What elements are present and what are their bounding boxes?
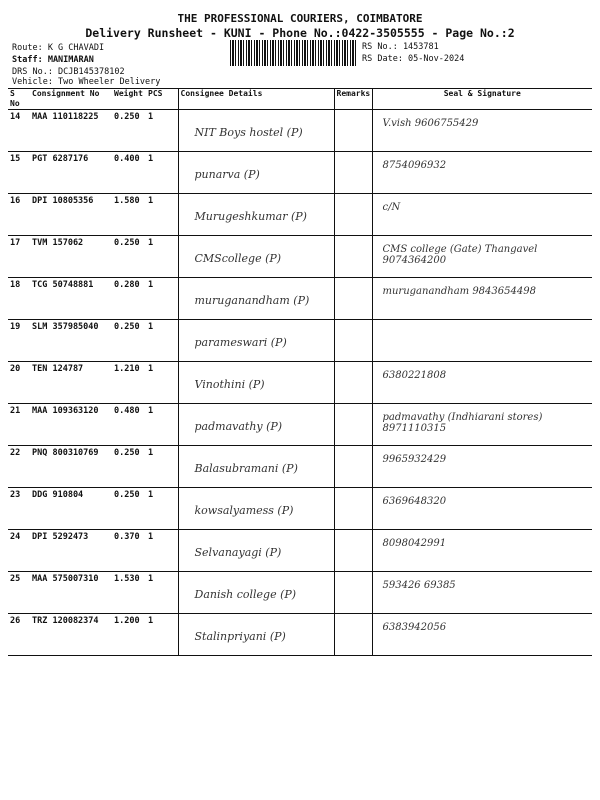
row-consignee-details xyxy=(178,614,334,656)
row-remarks xyxy=(334,488,372,530)
row-consignment-no: MAA 575007310 xyxy=(30,572,112,614)
rs-number: RS No.: 1453781 xyxy=(362,42,439,52)
row-consignment-no: MAA 110118225 xyxy=(30,110,112,152)
table-row xyxy=(8,236,592,278)
row-consignee-details xyxy=(178,572,334,614)
row-signature xyxy=(372,278,592,320)
row-remarks xyxy=(334,446,372,488)
table-row xyxy=(8,110,592,152)
row-consignment-no: TCG 50748881 xyxy=(30,278,112,320)
row-pcs: 1 xyxy=(146,488,178,530)
row-sno: 20 xyxy=(8,362,30,404)
row-signature-text: 8098042991 xyxy=(382,538,447,549)
row-pcs: 1 xyxy=(146,110,178,152)
table-row xyxy=(8,572,592,614)
col-signature: Seal & Signature xyxy=(372,89,592,110)
row-pcs: 1 xyxy=(146,278,178,320)
company-title: THE PROFESSIONAL COURIERS, COIMBATORE xyxy=(177,12,423,25)
row-sno: 26 xyxy=(8,614,30,656)
runsheet-table xyxy=(8,88,592,656)
row-consignment-no: PNQ 800310769 xyxy=(30,446,112,488)
row-sno: 18 xyxy=(8,278,30,320)
row-signature xyxy=(372,110,592,152)
table-row xyxy=(8,320,592,362)
row-sno: 24 xyxy=(8,530,30,572)
row-consignee-details xyxy=(178,530,334,572)
row-sno: 19 xyxy=(8,320,30,362)
row-signature-text: muruganandham 9843654498 xyxy=(382,286,536,297)
row-signature xyxy=(372,530,592,572)
row-remarks xyxy=(334,404,372,446)
row-signature-text: 593426 69385 xyxy=(382,580,456,591)
row-remarks xyxy=(334,572,372,614)
row-weight: 0.250 xyxy=(112,488,146,530)
row-pcs: 1 xyxy=(146,152,178,194)
row-remarks xyxy=(334,530,372,572)
row-consignee-details-text: Selvanayagi (P) xyxy=(194,546,282,559)
row-pcs: 1 xyxy=(146,362,178,404)
row-signature xyxy=(372,572,592,614)
row-signature xyxy=(372,614,592,656)
row-weight: 0.480 xyxy=(112,404,146,446)
row-pcs: 1 xyxy=(146,530,178,572)
row-remarks xyxy=(334,236,372,278)
col-weight: Weight xyxy=(112,89,146,110)
row-weight: 1.210 xyxy=(112,362,146,404)
row-weight: 0.370 xyxy=(112,530,146,572)
col-pcs: PCS xyxy=(146,89,178,110)
row-weight: 0.250 xyxy=(112,320,146,362)
row-sno: 16 xyxy=(8,194,30,236)
table-row xyxy=(8,152,592,194)
row-consignee-details-text: padmavathy (P) xyxy=(194,420,283,433)
row-signature xyxy=(372,488,592,530)
col-consignment: Consignment No xyxy=(30,89,112,110)
row-signature-text: 8754096932 xyxy=(382,160,447,171)
row-consignee-details xyxy=(178,404,334,446)
row-weight: 1.200 xyxy=(112,614,146,656)
row-consignee-details-text: Danish college (P) xyxy=(194,588,297,601)
row-remarks xyxy=(334,278,372,320)
row-signature-text: CMS college (Gate) Thangavel 9074364200 xyxy=(382,244,538,266)
row-consignment-no: PGT 6287176 xyxy=(30,152,112,194)
row-pcs: 1 xyxy=(146,236,178,278)
row-weight: 0.280 xyxy=(112,278,146,320)
row-sno: 14 xyxy=(8,110,30,152)
row-sno: 22 xyxy=(8,446,30,488)
row-remarks xyxy=(334,194,372,236)
table-header-row xyxy=(8,89,592,110)
row-consignee-details-text: parameswari (P) xyxy=(194,336,287,349)
vehicle-label: Vehicle: Two Wheeler Delivery xyxy=(12,77,161,87)
row-consignment-no: SLM 357985040 xyxy=(30,320,112,362)
row-consignee-details xyxy=(178,152,334,194)
row-remarks xyxy=(334,362,372,404)
table-row xyxy=(8,614,592,656)
row-pcs: 1 xyxy=(146,320,178,362)
row-remarks xyxy=(334,152,372,194)
row-consignment-no: DPI 5292473 xyxy=(30,530,112,572)
row-signature-text: 9965932429 xyxy=(382,454,447,465)
row-consignee-details-text: punarva (P) xyxy=(194,168,260,181)
row-consignee-details xyxy=(178,446,334,488)
row-sno: 25 xyxy=(8,572,30,614)
row-pcs: 1 xyxy=(146,614,178,656)
row-signature-text: 6380221808 xyxy=(382,370,447,381)
runsheet-subtitle: Delivery Runsheet - KUNI - Phone No.:0422-3505555 - Page No.:2 xyxy=(85,26,515,40)
row-signature xyxy=(372,236,592,278)
row-pcs: 1 xyxy=(146,194,178,236)
table-row xyxy=(8,488,592,530)
row-sno: 21 xyxy=(8,404,30,446)
row-consignee-details xyxy=(178,488,334,530)
row-sno: 17 xyxy=(8,236,30,278)
row-pcs: 1 xyxy=(146,404,178,446)
row-consignment-no: MAA 109363120 xyxy=(30,404,112,446)
row-signature xyxy=(372,446,592,488)
col-consignee: Consignee Details xyxy=(178,89,334,110)
row-signature xyxy=(372,152,592,194)
row-remarks xyxy=(334,320,372,362)
table-row xyxy=(8,362,592,404)
row-signature xyxy=(372,320,592,362)
row-consignment-no: TEN 124787 xyxy=(30,362,112,404)
row-signature-text: padmavathy (Indhiarani stores) 8971110315 xyxy=(382,412,543,434)
row-sno: 23 xyxy=(8,488,30,530)
row-consignee-details-text: Balasubramani (P) xyxy=(194,462,298,475)
row-consignee-details xyxy=(178,236,334,278)
row-consignee-details xyxy=(178,320,334,362)
row-weight: 0.400 xyxy=(112,152,146,194)
row-weight: 0.250 xyxy=(112,236,146,278)
row-pcs: 1 xyxy=(146,572,178,614)
row-signature xyxy=(372,404,592,446)
row-signature-text: V.vish 9606755429 xyxy=(382,118,479,129)
table-row xyxy=(8,194,592,236)
row-consignee-details-text: kowsalyamess (P) xyxy=(194,504,294,517)
row-signature xyxy=(372,362,592,404)
row-consignee-details-text: NIT Boys hostel (P) xyxy=(194,126,303,139)
table-row xyxy=(8,446,592,488)
row-consignee-details-text: Stalinpriyani (P) xyxy=(194,630,286,643)
table-row xyxy=(8,404,592,446)
staff-label: Staff: MANIMARAN xyxy=(12,55,94,65)
row-signature-text: c/N xyxy=(382,202,401,213)
row-consignee-details-text: muruganandham (P) xyxy=(194,294,310,307)
col-remarks: Remarks xyxy=(334,89,372,110)
row-remarks xyxy=(334,614,372,656)
row-weight: 0.250 xyxy=(112,110,146,152)
table-row xyxy=(8,278,592,320)
row-consignment-no: TRZ 120082374 xyxy=(30,614,112,656)
row-consignee-details xyxy=(178,194,334,236)
rs-date: RS Date: 05-Nov-2024 xyxy=(362,54,465,64)
row-consignee-details-text: CMScollege (P) xyxy=(194,252,282,265)
row-weight: 1.580 xyxy=(112,194,146,236)
row-signature-text: 6383942056 xyxy=(382,622,447,633)
barcode xyxy=(230,40,358,66)
row-weight: 0.250 xyxy=(112,446,146,488)
table-row xyxy=(8,530,592,572)
row-consignee-details xyxy=(178,362,334,404)
route-label: Route: K G CHAVADI xyxy=(12,43,105,53)
row-consignee-details xyxy=(178,278,334,320)
row-consignment-no: TVM 157062 xyxy=(30,236,112,278)
row-signature-text: 6369648320 xyxy=(382,496,447,507)
row-consignment-no: DPI 10805356 xyxy=(30,194,112,236)
row-weight: 1.530 xyxy=(112,572,146,614)
row-consignee-details-text: Vinothini (P) xyxy=(194,378,265,391)
row-remarks xyxy=(334,110,372,152)
row-sno: 15 xyxy=(8,152,30,194)
row-signature xyxy=(372,194,592,236)
row-consignee-details-text: Murugeshkumar (P) xyxy=(194,210,307,223)
row-consignment-no: DDG 910804 xyxy=(30,488,112,530)
row-consignee-details xyxy=(178,110,334,152)
row-pcs: 1 xyxy=(146,446,178,488)
col-sno: S No xyxy=(8,89,30,110)
drs-number: DRS No.: DCJB145378102 xyxy=(12,67,125,77)
